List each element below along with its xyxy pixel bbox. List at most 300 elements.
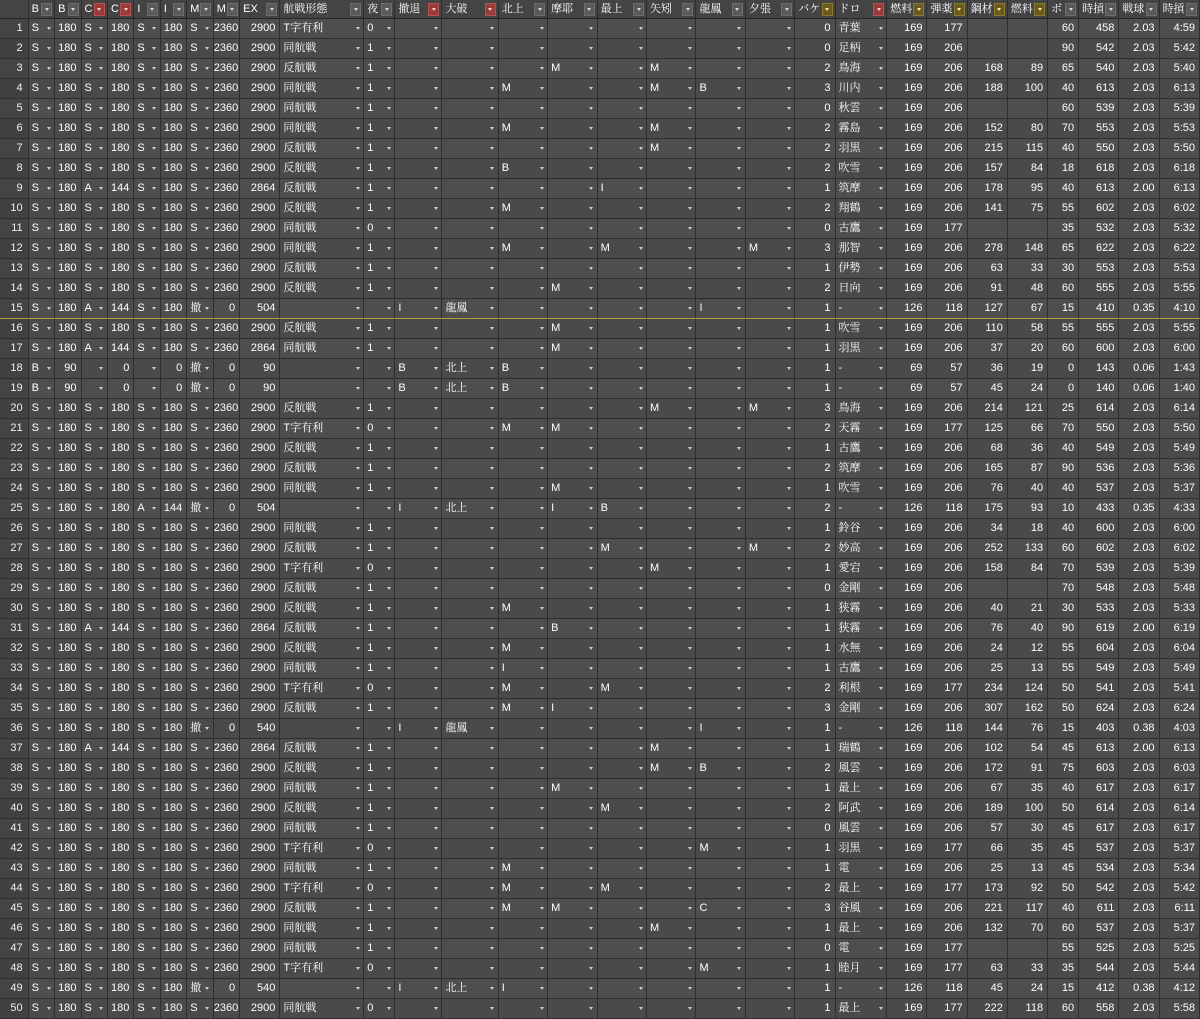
chevron-down-icon[interactable] [203,59,212,78]
cell-mayaE[interactable] [548,139,597,159]
chevron-down-icon[interactable] [735,519,744,538]
cell-time2[interactable]: 6:17 [1159,779,1199,799]
cell-bo[interactable]: 40 [1048,79,1079,99]
column-header-c3[interactable] [81,0,107,19]
cell-c4[interactable]: 0 [107,359,133,379]
cell-yahagi[interactable] [647,219,696,239]
table-row[interactable] [0,999,1200,1019]
chevron-down-icon[interactable] [384,879,393,898]
filter-dropdown-icon[interactable] [381,3,392,16]
cell-battle[interactable]: 2.03 [1119,879,1159,899]
cell-formation[interactable] [280,699,364,719]
cell-bauxite[interactable]: 33 [1007,259,1047,279]
cell-ryuho[interactable] [696,259,745,279]
chevron-down-icon[interactable] [384,539,393,558]
cell-baketsu[interactable]: 1 [795,859,835,879]
cell-yahagi[interactable] [647,559,696,579]
table-row[interactable] [0,559,1200,579]
cell-battle[interactable]: 2.03 [1119,139,1159,159]
chevron-down-icon[interactable] [735,779,744,798]
cell-bauxite[interactable]: 100 [1007,79,1047,99]
chevron-down-icon[interactable] [97,999,106,1018]
chevron-down-icon[interactable] [735,819,744,838]
chevron-down-icon[interactable] [587,599,596,618]
chevron-down-icon[interactable] [636,439,645,458]
cell-c3[interactable] [81,859,107,879]
cell-ammo[interactable]: 177 [927,999,967,1019]
cell-bauxite[interactable]: 19 [1007,359,1047,379]
cell-c6[interactable]: 180 [160,239,186,259]
cell-ryuho[interactable] [696,759,745,779]
cell-time2[interactable]: 1:40 [1159,379,1199,399]
column-header-rownum[interactable] [0,0,28,19]
chevron-down-icon[interactable] [431,619,440,638]
cell-drop[interactable] [835,519,887,539]
chevron-down-icon[interactable] [587,59,596,78]
cell-mogami[interactable] [597,879,646,899]
cell-c7[interactable] [187,599,213,619]
chevron-down-icon[interactable] [150,19,159,38]
chevron-down-icon[interactable] [735,559,744,578]
cell-c1[interactable] [28,699,54,719]
chevron-down-icon[interactable] [784,799,793,818]
cell-time2[interactable]: 5:49 [1159,659,1199,679]
cell-c4[interactable]: 144 [107,299,133,319]
chevron-down-icon[interactable] [876,619,885,638]
cell-mogami[interactable] [597,599,646,619]
table-row[interactable] [0,419,1200,439]
cell-yuubari[interactable] [745,159,794,179]
chevron-down-icon[interactable] [735,219,744,238]
chevron-down-icon[interactable] [876,339,885,358]
chevron-down-icon[interactable] [784,659,793,678]
cell-night[interactable] [364,99,395,119]
cell-baketsu[interactable]: 1 [795,979,835,999]
chevron-down-icon[interactable] [876,359,885,378]
chevron-down-icon[interactable] [876,939,885,958]
cell-c2[interactable]: 180 [55,879,81,899]
chevron-down-icon[interactable] [587,699,596,718]
chevron-down-icon[interactable] [203,39,212,58]
cell-c6[interactable]: 180 [160,939,186,959]
chevron-down-icon[interactable] [44,579,53,598]
chevron-down-icon[interactable] [587,99,596,118]
chevron-down-icon[interactable] [685,359,694,378]
cell-night[interactable] [364,139,395,159]
cell-drop[interactable] [835,239,887,259]
chevron-down-icon[interactable] [735,199,744,218]
cell-c6[interactable]: 180 [160,539,186,559]
cell-c3[interactable] [81,559,107,579]
cell-c2[interactable]: 180 [55,779,81,799]
cell-drop[interactable] [835,639,887,659]
chevron-down-icon[interactable] [537,499,546,518]
cell-ryuho[interactable] [696,279,745,299]
cell-ryuho[interactable] [696,799,745,819]
chevron-down-icon[interactable] [587,659,596,678]
cell-battle[interactable]: 2.00 [1119,619,1159,639]
cell-drop[interactable] [835,899,887,919]
cell-retreat[interactable] [395,759,442,779]
cell-drop[interactable] [835,399,887,419]
cell-steel[interactable]: 172 [967,759,1007,779]
cell-bo[interactable]: 65 [1048,59,1079,79]
cell-time2[interactable]: 6:03 [1159,759,1199,779]
cell-retreat[interactable] [395,39,442,59]
cell-time2[interactable]: 5:33 [1159,599,1199,619]
cell-c1[interactable] [28,319,54,339]
cell-steel[interactable]: 222 [967,999,1007,1019]
cell-time1[interactable]: 542 [1079,879,1119,899]
cell-taiha[interactable] [442,699,498,719]
cell-bauxite[interactable]: 48 [1007,279,1047,299]
chevron-down-icon[interactable] [431,919,440,938]
cell-night[interactable] [364,999,395,1019]
cell-retreat[interactable] [395,379,442,399]
cell-c5[interactable] [134,859,160,879]
chevron-down-icon[interactable] [203,419,212,438]
cell-ammo[interactable]: 206 [927,59,967,79]
chevron-down-icon[interactable] [784,459,793,478]
cell-kitakami[interactable] [498,579,547,599]
chevron-down-icon[interactable] [636,879,645,898]
chevron-down-icon[interactable] [150,359,159,378]
cell-time1[interactable]: 433 [1079,499,1119,519]
table-row[interactable] [0,519,1200,539]
cell-c8[interactable]: 2360 [213,779,239,799]
chevron-down-icon[interactable] [384,559,393,578]
cell-bo[interactable]: 30 [1048,599,1079,619]
cell-ammo[interactable]: 206 [927,819,967,839]
chevron-down-icon[interactable] [784,139,793,158]
chevron-down-icon[interactable] [44,939,53,958]
cell-formation[interactable] [280,719,364,739]
cell-c7[interactable] [187,39,213,59]
chevron-down-icon[interactable] [203,99,212,118]
cell-taiha[interactable] [442,79,498,99]
cell-retreat[interactable] [395,119,442,139]
chevron-down-icon[interactable] [384,359,393,378]
cell-c9[interactable]: 2900 [240,859,280,879]
cell-drop[interactable] [835,279,887,299]
cell-c3[interactable] [81,359,107,379]
chevron-down-icon[interactable] [384,599,393,618]
cell-steel[interactable] [967,939,1007,959]
cell-fuel[interactable]: 126 [887,719,927,739]
cell-c2[interactable]: 180 [55,119,81,139]
cell-fuel[interactable]: 169 [887,39,927,59]
chevron-down-icon[interactable] [431,599,440,618]
cell-bo[interactable]: 18 [1048,159,1079,179]
chevron-down-icon[interactable] [876,239,885,258]
cell-bauxite[interactable]: 84 [1007,159,1047,179]
chevron-down-icon[interactable] [353,199,362,218]
chevron-down-icon[interactable] [203,359,212,378]
chevron-down-icon[interactable] [876,699,885,718]
cell-yuubari[interactable] [745,779,794,799]
cell-mogami[interactable] [597,859,646,879]
chevron-down-icon[interactable] [636,659,645,678]
cell-time2[interactable]: 6:13 [1159,179,1199,199]
chevron-down-icon[interactable] [537,319,546,338]
cell-time2[interactable]: 4:59 [1159,19,1199,39]
cell-steel[interactable]: 234 [967,679,1007,699]
cell-c2[interactable]: 180 [55,539,81,559]
cell-c7[interactable] [187,239,213,259]
cell-kitakami[interactable] [498,959,547,979]
cell-battle[interactable]: 2.03 [1119,559,1159,579]
cell-c3[interactable] [81,59,107,79]
cell-drop[interactable] [835,959,887,979]
cell-c4[interactable]: 180 [107,559,133,579]
cell-c6[interactable]: 180 [160,419,186,439]
cell-drop[interactable] [835,319,887,339]
chevron-down-icon[interactable] [685,539,694,558]
chevron-down-icon[interactable] [537,179,546,198]
table-row[interactable] [0,39,1200,59]
chevron-down-icon[interactable] [876,159,885,178]
cell-c3[interactable] [81,519,107,539]
cell-baketsu[interactable]: 1 [795,719,835,739]
chevron-down-icon[interactable] [97,959,106,978]
chevron-down-icon[interactable] [735,939,744,958]
cell-formation[interactable] [280,679,364,699]
chevron-down-icon[interactable] [431,339,440,358]
cell-formation[interactable] [280,899,364,919]
chevron-down-icon[interactable] [537,619,546,638]
cell-c1[interactable] [28,179,54,199]
cell-c3[interactable] [81,279,107,299]
cell-drop[interactable] [835,619,887,639]
cell-yuubari[interactable] [745,239,794,259]
chevron-down-icon[interactable] [685,399,694,418]
cell-c8[interactable]: 2360 [213,519,239,539]
cell-bauxite[interactable]: 100 [1007,799,1047,819]
cell-time2[interactable]: 5:48 [1159,579,1199,599]
chevron-down-icon[interactable] [587,779,596,798]
cell-yahagi[interactable] [647,299,696,319]
chevron-down-icon[interactable] [537,459,546,478]
cell-c1[interactable] [28,379,54,399]
cell-fuel[interactable]: 126 [887,499,927,519]
chevron-down-icon[interactable] [150,499,159,518]
chevron-down-icon[interactable] [150,179,159,198]
chevron-down-icon[interactable] [488,359,497,378]
chevron-down-icon[interactable] [685,959,694,978]
chevron-down-icon[interactable] [636,819,645,838]
cell-battle[interactable]: 2.03 [1119,239,1159,259]
chevron-down-icon[interactable] [44,959,53,978]
cell-ammo[interactable]: 206 [927,479,967,499]
chevron-down-icon[interactable] [431,519,440,538]
cell-kitakami[interactable] [498,79,547,99]
cell-time2[interactable]: 5:50 [1159,419,1199,439]
table-row[interactable] [0,759,1200,779]
chevron-down-icon[interactable] [488,539,497,558]
cell-bo[interactable]: 40 [1048,139,1079,159]
chevron-down-icon[interactable] [44,179,53,198]
cell-c2[interactable]: 180 [55,499,81,519]
cell-c3[interactable] [81,919,107,939]
cell-time1[interactable]: 618 [1079,159,1119,179]
cell-c7[interactable] [187,339,213,359]
cell-c5[interactable] [134,599,160,619]
cell-formation[interactable] [280,799,364,819]
cell-mogami[interactable] [597,659,646,679]
cell-c2[interactable]: 180 [55,399,81,419]
cell-c1[interactable] [28,479,54,499]
cell-ammo[interactable]: 206 [927,579,967,599]
cell-drop[interactable] [835,999,887,1019]
cell-bo[interactable]: 55 [1048,639,1079,659]
cell-c7[interactable] [187,399,213,419]
column-header-kitakami[interactable] [498,0,547,19]
chevron-down-icon[interactable] [203,159,212,178]
cell-c8[interactable]: 0 [213,499,239,519]
cell-battle[interactable]: 2.03 [1119,119,1159,139]
cell-ammo[interactable]: 57 [927,379,967,399]
chevron-down-icon[interactable] [876,79,885,98]
cell-time2[interactable]: 5:55 [1159,319,1199,339]
table-row[interactable] [0,59,1200,79]
chevron-down-icon[interactable] [876,719,885,738]
cell-c5[interactable] [134,59,160,79]
cell-ryuho[interactable] [696,639,745,659]
cell-ammo[interactable]: 206 [927,619,967,639]
chevron-down-icon[interactable] [353,99,362,118]
cell-c7[interactable] [187,579,213,599]
chevron-down-icon[interactable] [431,699,440,718]
cell-kitakami[interactable] [498,39,547,59]
cell-ryuho[interactable] [696,699,745,719]
cell-formation[interactable] [280,659,364,679]
cell-battle[interactable]: 2.03 [1119,699,1159,719]
chevron-down-icon[interactable] [488,779,497,798]
cell-c1[interactable] [28,399,54,419]
chevron-down-icon[interactable] [353,159,362,178]
chevron-down-icon[interactable] [44,239,53,258]
chevron-down-icon[interactable] [488,879,497,898]
cell-c4[interactable]: 144 [107,179,133,199]
cell-ryuho[interactable] [696,199,745,219]
chevron-down-icon[interactable] [784,699,793,718]
cell-c8[interactable]: 2360 [213,939,239,959]
chevron-down-icon[interactable] [203,379,212,398]
chevron-down-icon[interactable] [150,419,159,438]
cell-retreat[interactable] [395,499,442,519]
chevron-down-icon[interactable] [203,979,212,998]
cell-mayaE[interactable] [548,299,597,319]
chevron-down-icon[interactable] [203,279,212,298]
cell-c1[interactable] [28,719,54,739]
chevron-down-icon[interactable] [97,759,106,778]
cell-mayaE[interactable] [548,559,597,579]
cell-ammo[interactable]: 206 [927,279,967,299]
table-row[interactable] [0,979,1200,999]
cell-retreat[interactable] [395,399,442,419]
chevron-down-icon[interactable] [353,719,362,738]
cell-c5[interactable] [134,719,160,739]
cell-time1[interactable]: 602 [1079,539,1119,559]
chevron-down-icon[interactable] [353,439,362,458]
cell-c4[interactable]: 180 [107,99,133,119]
cell-taiha[interactable] [442,19,498,39]
cell-c6[interactable]: 180 [160,79,186,99]
chevron-down-icon[interactable] [685,179,694,198]
cell-mayaE[interactable] [548,19,597,39]
cell-c3[interactable] [81,739,107,759]
cell-c9[interactable]: 2900 [240,19,280,39]
cell-c8[interactable]: 2360 [213,99,239,119]
cell-mayaE[interactable] [548,699,597,719]
chevron-down-icon[interactable] [587,239,596,258]
chevron-down-icon[interactable] [876,459,885,478]
chevron-down-icon[interactable] [44,799,53,818]
cell-bo[interactable]: 60 [1048,919,1079,939]
cell-formation[interactable] [280,859,364,879]
cell-c8[interactable]: 2360 [213,899,239,919]
cell-battle[interactable]: 2.00 [1119,739,1159,759]
cell-baketsu[interactable]: 2 [795,759,835,779]
chevron-down-icon[interactable] [784,439,793,458]
chevron-down-icon[interactable] [685,879,694,898]
cell-c2[interactable]: 180 [55,679,81,699]
cell-c4[interactable]: 180 [107,439,133,459]
chevron-down-icon[interactable] [876,119,885,138]
chevron-down-icon[interactable] [876,19,885,38]
chevron-down-icon[interactable] [431,879,440,898]
chevron-down-icon[interactable] [735,979,744,998]
cell-drop[interactable] [835,599,887,619]
chevron-down-icon[interactable] [636,379,645,398]
chevron-down-icon[interactable] [685,59,694,78]
chevron-down-icon[interactable] [537,799,546,818]
cell-taiha[interactable] [442,919,498,939]
chevron-down-icon[interactable] [587,959,596,978]
cell-night[interactable] [364,619,395,639]
cell-drop[interactable] [835,499,887,519]
chevron-down-icon[interactable] [353,699,362,718]
cell-drop[interactable] [835,99,887,119]
cell-c8[interactable]: 2360 [213,399,239,419]
chevron-down-icon[interactable] [488,659,497,678]
cell-bo[interactable]: 90 [1048,619,1079,639]
chevron-down-icon[interactable] [784,179,793,198]
chevron-down-icon[interactable] [488,679,497,698]
cell-drop[interactable] [835,879,887,899]
chevron-down-icon[interactable] [685,99,694,118]
cell-c5[interactable] [134,699,160,719]
cell-battle[interactable]: 2.03 [1119,39,1159,59]
cell-time1[interactable]: 548 [1079,579,1119,599]
cell-battle[interactable]: 0.35 [1119,299,1159,319]
cell-mogami[interactable] [597,379,646,399]
chevron-down-icon[interactable] [384,479,393,498]
chevron-down-icon[interactable] [353,959,362,978]
chevron-down-icon[interactable] [537,279,546,298]
chevron-down-icon[interactable] [784,359,793,378]
chevron-down-icon[interactable] [587,939,596,958]
cell-retreat[interactable] [395,419,442,439]
cell-bauxite[interactable]: 115 [1007,139,1047,159]
cell-battle[interactable]: 2.03 [1119,639,1159,659]
chevron-down-icon[interactable] [44,779,53,798]
cell-bauxite[interactable]: 117 [1007,899,1047,919]
chevron-down-icon[interactable] [203,779,212,798]
cell-yahagi[interactable] [647,399,696,419]
cell-c1[interactable] [28,819,54,839]
chevron-down-icon[interactable] [537,199,546,218]
